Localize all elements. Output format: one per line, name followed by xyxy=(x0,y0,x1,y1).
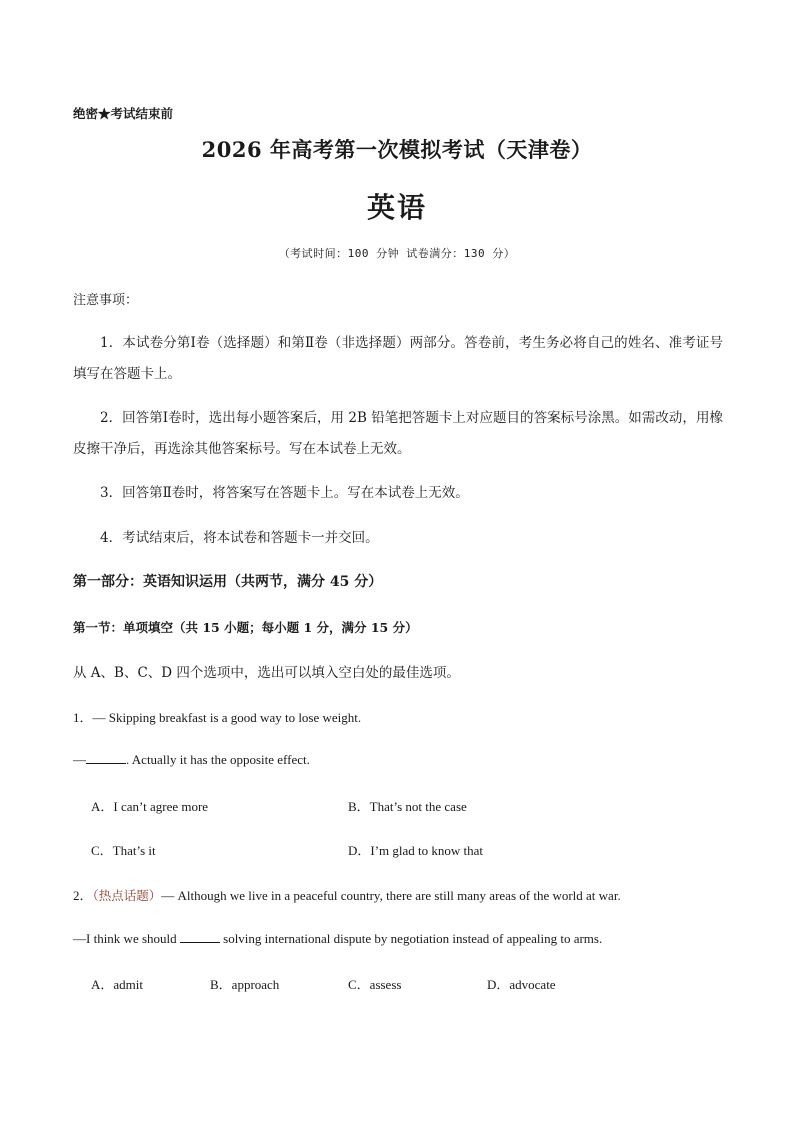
question-1-response xyxy=(73,751,310,768)
question-2-response xyxy=(73,930,602,947)
section-instruction: 从 A、B、C、D 四个选项中，选出可以填入空白处的最佳选项。 xyxy=(73,665,460,681)
section1-heading: 第一节：单项填空（共 15 小题；每小题 1 分，满分 15 分） xyxy=(73,620,418,635)
dash: — xyxy=(73,752,86,767)
exam-time-info: （考试时间：100 分钟 试卷满分：130 分） xyxy=(278,247,516,260)
question-1-option-b: B．That’s not the case xyxy=(348,799,467,814)
question-2-option-b: B．approach xyxy=(210,977,280,992)
question-2-option-c: C．assess xyxy=(348,977,402,992)
answer-blank xyxy=(180,930,220,943)
question-number: 2． xyxy=(73,888,93,903)
question-1-option-c: C．That’s it xyxy=(91,843,156,858)
part1-heading: 第一部分：英语知识运用（共两节，满分 45 分） xyxy=(73,574,383,590)
notice-item-1: 1．本试卷分第Ⅰ卷（选择题）和第Ⅱ卷（非选择题）两部分。答卷前，考生务必将自己的姓名、准考证号填写在答题卡上。 xyxy=(73,335,723,382)
secret-label: 绝密★考试结束前 xyxy=(73,106,174,121)
question-2-stem xyxy=(73,885,621,904)
response-text: . Actually it has the opposite effect. xyxy=(126,752,310,767)
question-line: — Skipping breakfast is a good way to lose weight. xyxy=(92,710,362,725)
response-prefix: —I think we should xyxy=(73,931,177,946)
notice-item-4: 4．考试结束后，将本试卷和答题卡一并交回。 xyxy=(100,530,379,546)
notice-heading: 注意事项： xyxy=(73,293,139,308)
hot-topic-tag: （热点话题） xyxy=(92,888,162,903)
question-1-option-d: D．I’m glad to know that xyxy=(348,843,484,858)
answer-blank xyxy=(86,751,126,764)
question-1-option-a: A．I can’t agree more xyxy=(91,799,209,814)
question-1-stem xyxy=(73,707,361,726)
subject-title: 英语 xyxy=(366,191,427,224)
question-2-option-d: D．advocate xyxy=(487,977,556,992)
notice-item-2: 2．回答第Ⅰ卷时，选出每小题答案后，用 2B 铅笔把答题卡上对应题目的答案标号涂黑。如需改动，用橡皮擦干净后，再选涂其他答案标号。写在本试卷上无效。 xyxy=(73,410,723,457)
response-text: solving international dispute by negotiation instead of appealing to arms. xyxy=(223,931,603,946)
notice-item-3: 3．回答第Ⅱ卷时，将答案写在答题卡上。写在本试卷上无效。 xyxy=(100,485,469,501)
question-line: — Although we live in a peaceful country, there are still many areas of the world at war. xyxy=(161,888,621,903)
question-2-option-a: A．admit xyxy=(91,977,143,992)
question-number: 1． xyxy=(73,710,93,725)
exam-title: 2026 年高考第一次模拟考试（天津卷） xyxy=(201,137,593,162)
